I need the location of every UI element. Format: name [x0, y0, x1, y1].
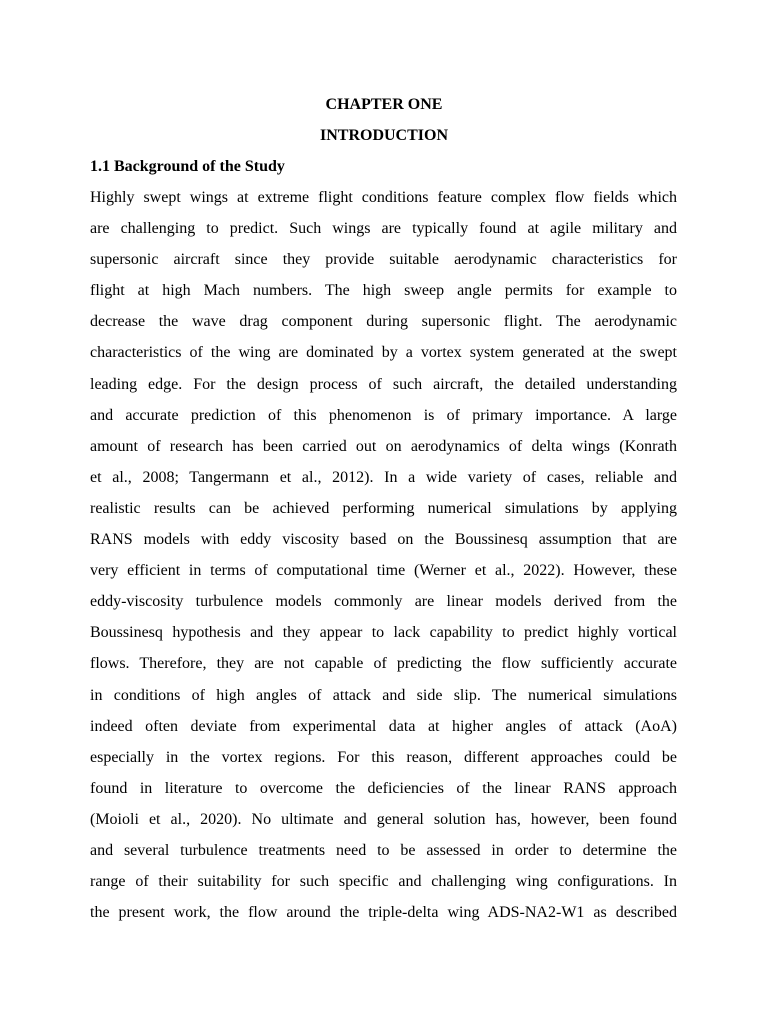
paragraph-line: decrease the wave drag component during supersonic flight. The aerodynamic [90, 313, 677, 331]
chapter-number: CHAPTER ONE [325, 96, 443, 113]
paragraph-line: Highly swept wings at extreme flight conditions feature complex flow fields which [90, 189, 677, 206]
body-paragraph [90, 182, 677, 928]
paragraph-line: RANS models with eddy viscosity based on the Boussinesq assumption that are [90, 531, 677, 549]
paragraph-line: are challenging to predict. Such wings are typically found at agile military and [90, 220, 677, 238]
paragraph-line: range of their suitability for such specific and challenging wing configurations. In [90, 873, 677, 891]
paragraph-line: supersonic aircraft since they provide suitable aerodynamic characteristics for [90, 251, 677, 269]
paragraph-line: amount of research has been carried out on aerodynamics of delta wings (Konrath [90, 437, 677, 455]
paragraph-line: and accurate prediction of this phenomenon is of primary importance. A large [90, 406, 677, 424]
paragraph-line: and several turbulence treatments need to be assessed in order to determine the [90, 841, 677, 859]
paragraph-line: characteristics of the wing are dominated by a vortex system generated at the swept [90, 344, 677, 362]
paragraph-line: the present work, the flow around the triple-delta wing ADS-NA2-W1 as described [90, 904, 677, 922]
paragraph-line: especially in the vortex regions. For this reason, different approaches could be [90, 748, 677, 766]
paragraph-line: et al., 2008; Tangermann et al., 2012). In a wide variety of cases, reliable and [90, 468, 677, 486]
paragraph-line: eddy-viscosity turbulence models commonly are linear models derived from the [90, 593, 677, 611]
paragraph-line: flight at high Mach numbers. The high sweep angle permits for example to [90, 282, 677, 300]
paragraph-line: (Moioli et al., 2020). No ultimate and general solution has, however, been found [90, 810, 677, 828]
chapter-title: INTRODUCTION [319, 127, 448, 144]
paragraph-line: found in literature to overcome the deficiencies of the linear RANS approach [90, 779, 677, 797]
paragraph-line: Boussinesq hypothesis and they appear to lack capability to predict highly vortical [90, 624, 677, 642]
paragraph-line: flows. Therefore, they are not capable of predicting the flow sufficiently accurate [90, 655, 677, 673]
paragraph-line: realistic results can be achieved performing numerical simulations by applying [90, 499, 677, 517]
paragraph-line: in conditions of high angles of attack and side slip. The numerical simulations [90, 686, 677, 704]
paragraph-line: very efficient in terms of computational time (Werner et al., 2022). However, these [90, 562, 677, 580]
paragraph-line: indeed often deviate from experimental data at higher angles of attack (AoA) [90, 717, 677, 735]
paragraph-line: leading edge. For the design process of such aircraft, the detailed understanding [90, 375, 677, 393]
section-heading: 1.1 Background of the Study [90, 158, 285, 175]
